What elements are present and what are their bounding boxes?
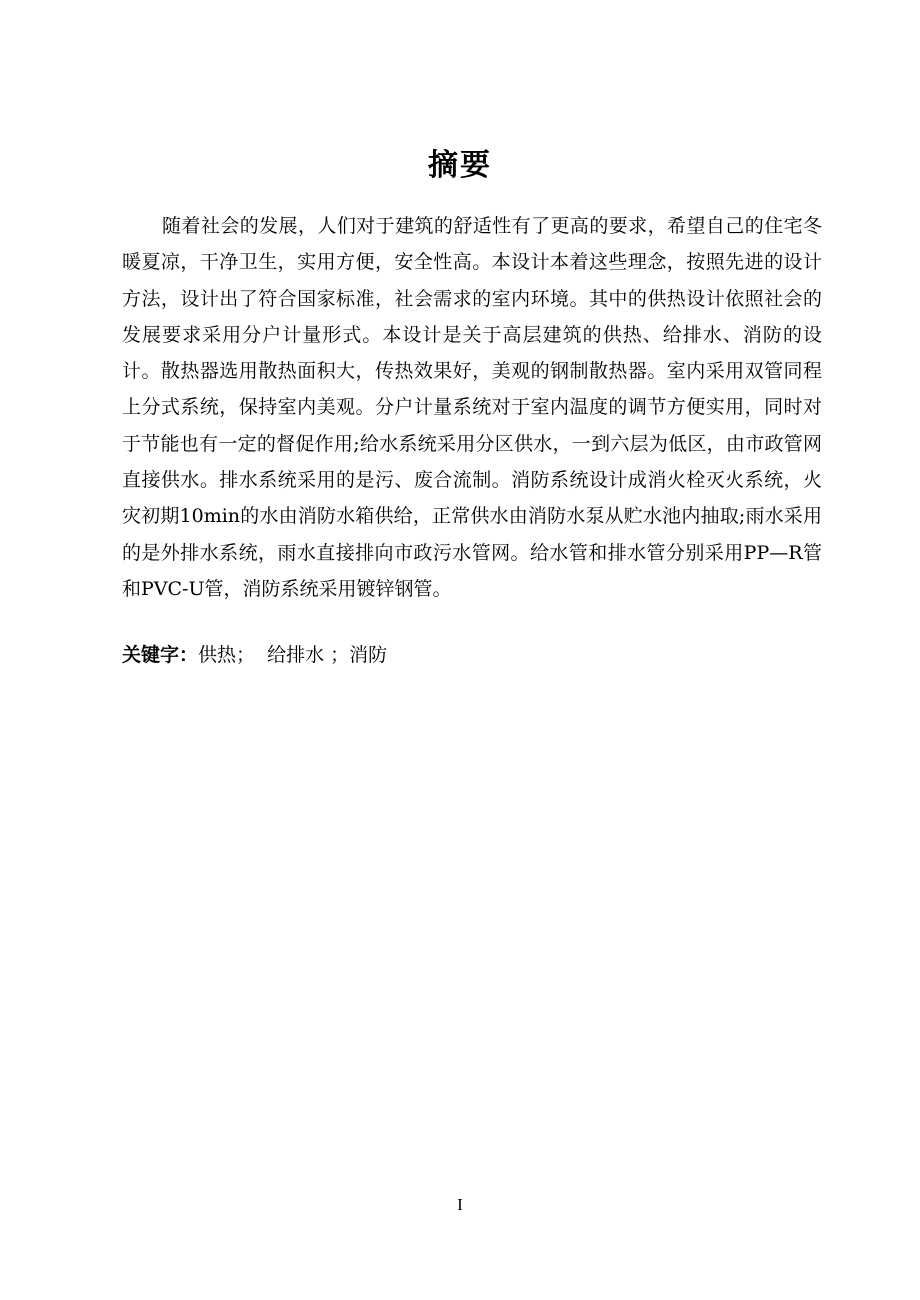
- page-title: 摘要: [428, 148, 492, 183]
- abstract-paragraph: 随着社会的发展，人们对于建筑的舒适性有了更高的要求，希望自己的住宅冬暖夏凉，干净卫生，实用方便，安全性高。本设计本着这些理念，按照先进的设计方法，设计出了符合国家标准，社会需求的室内环境。其中的供热设计依照社会的发展要求采用分户计量形式。本设计是关于高层建筑的供热、给排水、消防的设计。散热器选用散热面积大，传热效果好，美观的钢制散热器。室内采用双管同程上分式系统，保持室内美观。分户计量系统对于室内温度的调节方便实用，同时对于节能也有一定的督促作用;给水系统采用分区供水，一到六层为低区，由市政管网直接供水。排水系统采用的是污、废合流制。消防系统设计成消火栓灭火系统，火灾初期10min的水由消防水箱供给，正常供水由消防水泵从贮水池内抽取;雨水采用的是外排水系统，雨水直接排向市政污水管网。给水管和排水管分别采用PP—R管和PVC-U管，消防系统采用镀锌钢管。: [122, 215, 822, 600]
- keywords-value: 供热； 给排水 ；消防: [198, 644, 388, 666]
- page-number: I: [457, 1195, 463, 1214]
- keywords-label: 关键字：: [122, 644, 199, 666]
- keywords-line: [122, 640, 822, 670]
